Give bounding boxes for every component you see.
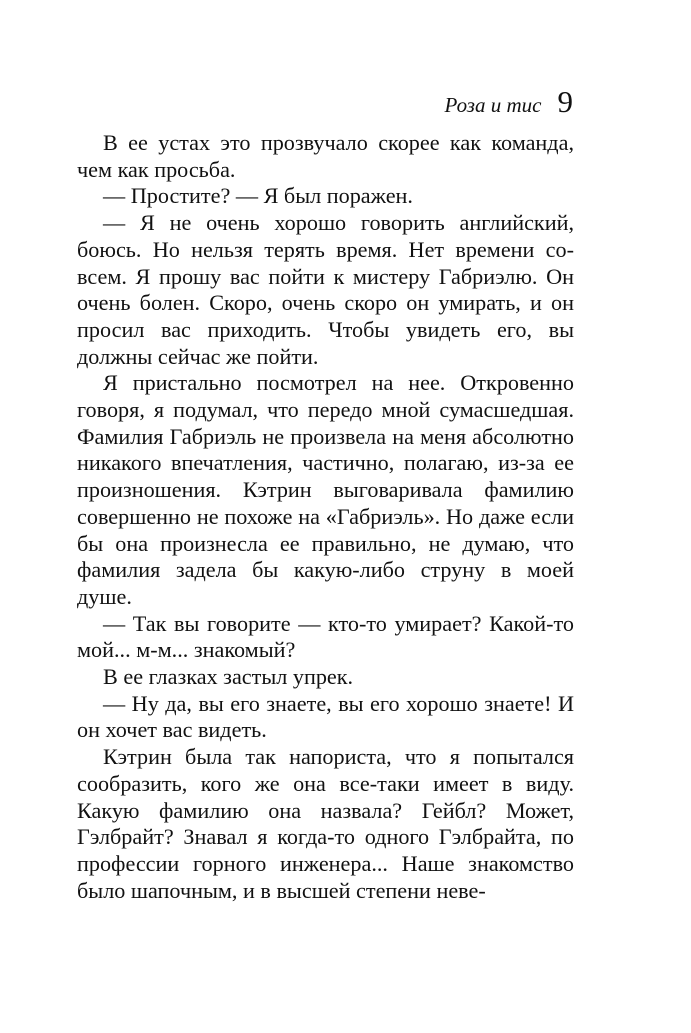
running-title: Роза и тис [444,93,542,117]
paragraph: — Простите? — Я был поражен. [103,183,413,209]
paragraph: Я пристально посмотрел на нее. Откровенно говоря, я подумал, что передо мной сумасшедшая. Фамилия Габриэль не произвела на меня абсолютно никакого впечатления, частично, полагаю, из-за ее произношения. Кэтрин выговаривала фамилию совершенно не похоже на «Габриэль». Но даже если бы она произнесла ее правильно, не думаю, что фамилия задела бы какую-либо струну в моей душе. [77,370,574,609]
paragraph: — Я не очень хорошо говорить английский, боюсь. Но нельзя терять время. Нет времени совсем. Я прошу вас пойти к мистеру Габриэлю. Он очень болен. Скоро, очень скоро он умирать, и он просил вас приходить. Чтобы увидеть его, вы должны сейчас же пойти. [77,210,574,369]
paragraph: — Ну да, вы его знаете, вы его хорошо знаете! И он хочет вас видеть. [77,690,574,743]
page-number: 9 [557,84,573,119]
paragraph: — Так вы говорите — кто-то умирает? Какой-то мой... м-м... знакомый? [77,610,574,663]
paragraph: В ее устах это прозвучало скорее как команда, чем как просьба. [77,130,574,182]
body-text [77,130,574,904]
paragraph: В ее глазках застыл упрек. [103,664,354,690]
paragraph: Кэтрин была так напориста, что я попытался сообразить, кого же она все-таки имеет в виду. Какую фамилию она назвала? Гейбл? Может, Гэлбрайт? Знавал я когда-то одного Гэлбрайта, по профессии горного инженера... Наше знакомство было шапочным, и в высшей степени неве- [77,744,574,903]
page-header [445,84,573,120]
